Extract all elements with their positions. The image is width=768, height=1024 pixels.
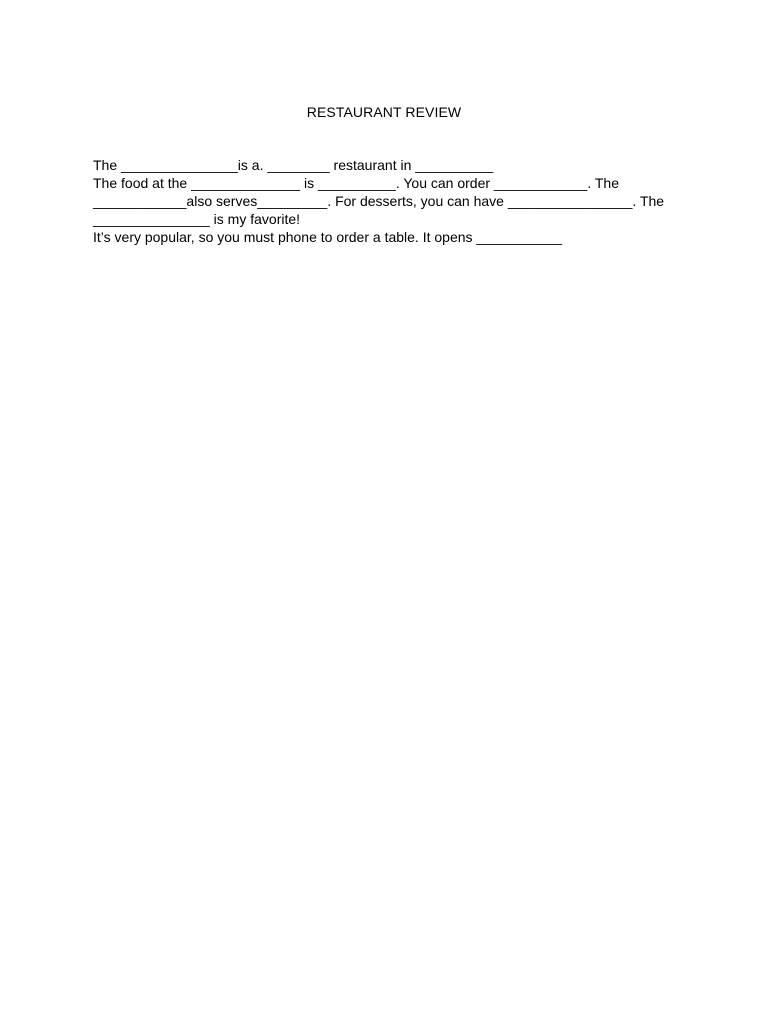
text-line-2: The food at the ______________ is __________. You can order ____________. The	[93, 175, 619, 191]
text-line-4: _______________ is my favorite!	[93, 211, 301, 227]
review-paragraph	[93, 156, 693, 246]
text-line-3: ____________also serves_________. For desserts, you can have ________________. The	[93, 193, 665, 209]
document-title: RESTAURANT REVIEW	[306, 104, 462, 120]
text-line-5: It’s very popular, so you must phone to order a table. It opens ___________	[93, 229, 563, 245]
text-line-1: The _______________is a. ________ restaurant in __________	[93, 157, 494, 173]
